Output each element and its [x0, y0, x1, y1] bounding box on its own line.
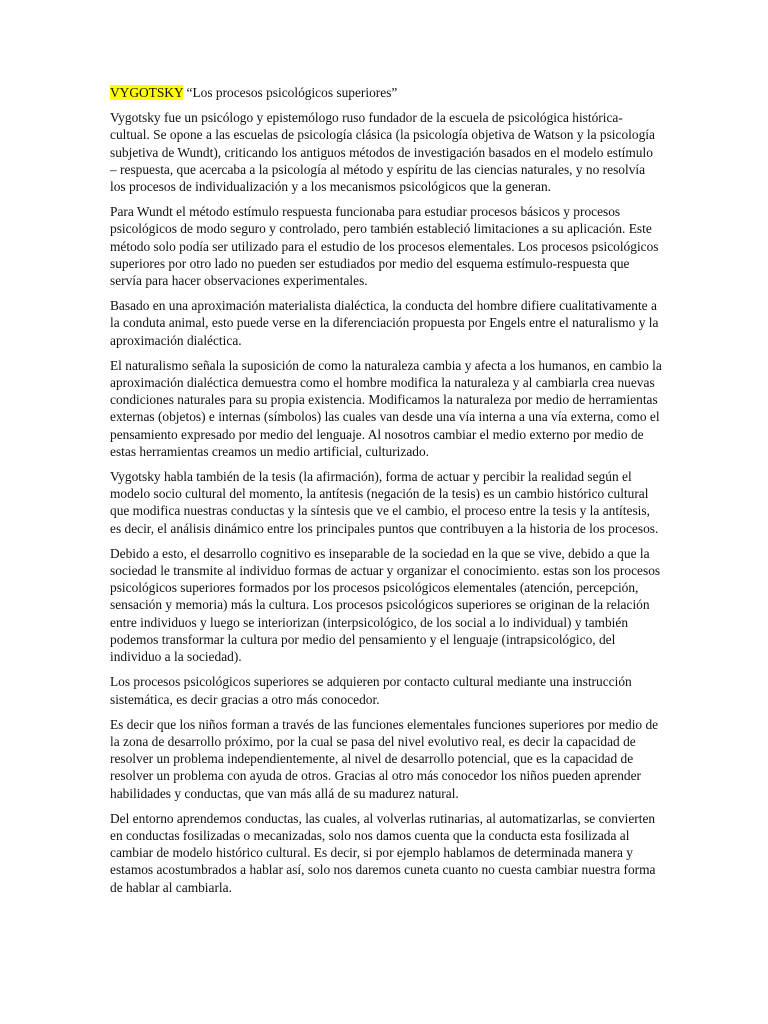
paragraph-8: Es decir que los niños forman a través de las funciones elementales funciones superiores por medio de la zona de desarrollo próximo, por la cual se pasa del nivel evolutivo real, es decir la capacidad de resolver un problema independientemente, al nivel de desarrollo potencial, que es la capacidad de resolver un problema con ayuda de otros. Gracias al otro más conocedor los niños pueden aprender habilidades y conductas, que van más allá de su madurez natural.	[110, 716, 659, 801]
paragraph-4: El naturalismo señala la suposición de como la naturaleza cambia y afecta a los humanos, en cambio la aproximación dialéctica demuestra como el hombre modifica la naturaleza y al cambiarla crea nuevas condiciones naturales para su propia existencia. Modificamos la naturaleza por medio de herramientas externas (objetos) e internas (símbolos) las cuales van desde una vía interna a una vía externa, como el pensamiento expresado por medio del lenguaje. Al nosotros cambiar el medio externo por medio de estas herramientas creamos un medio artificial, culturizado.	[110, 357, 662, 459]
paragraph-7: Los procesos psicológicos superiores se adquieren por contacto cultural mediante una instrucción sistemática, es decir gracias a otro más conocedor.	[110, 674, 632, 707]
paragraph-5: Vygotsky habla también de la tesis (la afirmación), forma de actuar y percibir la realidad según el modelo socio cultural del momento, la antítesis (negación de la tesis) es un cambio histórico cultural que modifica nuestras conductas y la síntesis que ve el cambio, el proceso entre la tesis y la antítesis, es decir, el análisis dinámico entre los principales puntos que contribuyen a la historia de los procesos.	[110, 469, 659, 536]
paragraph-2: Para Wundt el método estímulo respuesta funcionaba para estudiar procesos básicos y procesos psicológicos de modo seguro y controlado, pero también estableció limitaciones a su aplicación. Este método solo podía ser utilizado para el estudio de los procesos elementales. Los procesos psicológicos superiores por otro lado no pueden ser estudiados por medio del esquema estímulo-respuesta que servía para hacer observaciones experimentales.	[110, 204, 659, 289]
document-title	[110, 84, 662, 101]
document-body	[110, 84, 662, 904]
paragraph-1: Vygotsky fue un psicólogo y epistemólogo ruso fundador de la escuela de psicológica histórica-cultual. Se opone a las escuelas de psicología clásica (la psicología objetiva de Watson y la psicología subjetiva de Wundt), criticando los antiguos métodos de investigación basados en el modelo estímulo – respuesta, que acercaba a la psicología al método y espíritu de las ciencias naturales, y no resolvía los procesos de individualización y a los mecanismos psicológicos que la generan.	[110, 110, 655, 195]
paragraph-9: Del entorno aprendemos conductas, las cuales, al volverlas rutinarias, al automatizarlas, se convierten en conductas fosilizadas o mecanizadas, solo nos damos cuenta que la conducta esta fosilizada al cambiar de modelo histórico cultural. Es decir, si por ejemplo hablamos de determinada manera y estamos acostumbrados a hablar así, solo nos daremos cuneta cuanto no cuesta cambiar nuestra forma de hablar al cambiarla.	[110, 810, 656, 895]
title-highlighted-name: VYGOTSKY	[110, 85, 184, 100]
paragraph-6: Debido a esto, el desarrollo cognitivo es inseparable de la sociedad en la que se vive, debido a que la sociedad le transmite al individuo formas de actuar y organizar el conocimiento. estas son los procesos psicológicos superiores formados por los procesos psicológicos elementales (atención, percepción, sensación y memoria) más la cultura. Los procesos psicológicos superiores se originan de la relación entre individuos y luego se interiorizan (interpsicológico, de los social a lo individual) y también podemos transformar la cultura por medio del pensamiento y el lenguaje (intrapsicológico, del individuo a la sociedad).	[110, 545, 661, 665]
paragraph-3: Basado en una aproximación materialista dialéctica, la conducta del hombre difiere cualitativamente a la conduta animal, esto puede verse en la diferenciación propuesta por Engels entre el naturalismo y la aproximación dialéctica.	[110, 298, 659, 348]
title-subject: “Los procesos psicológicos superiores”	[183, 85, 398, 100]
